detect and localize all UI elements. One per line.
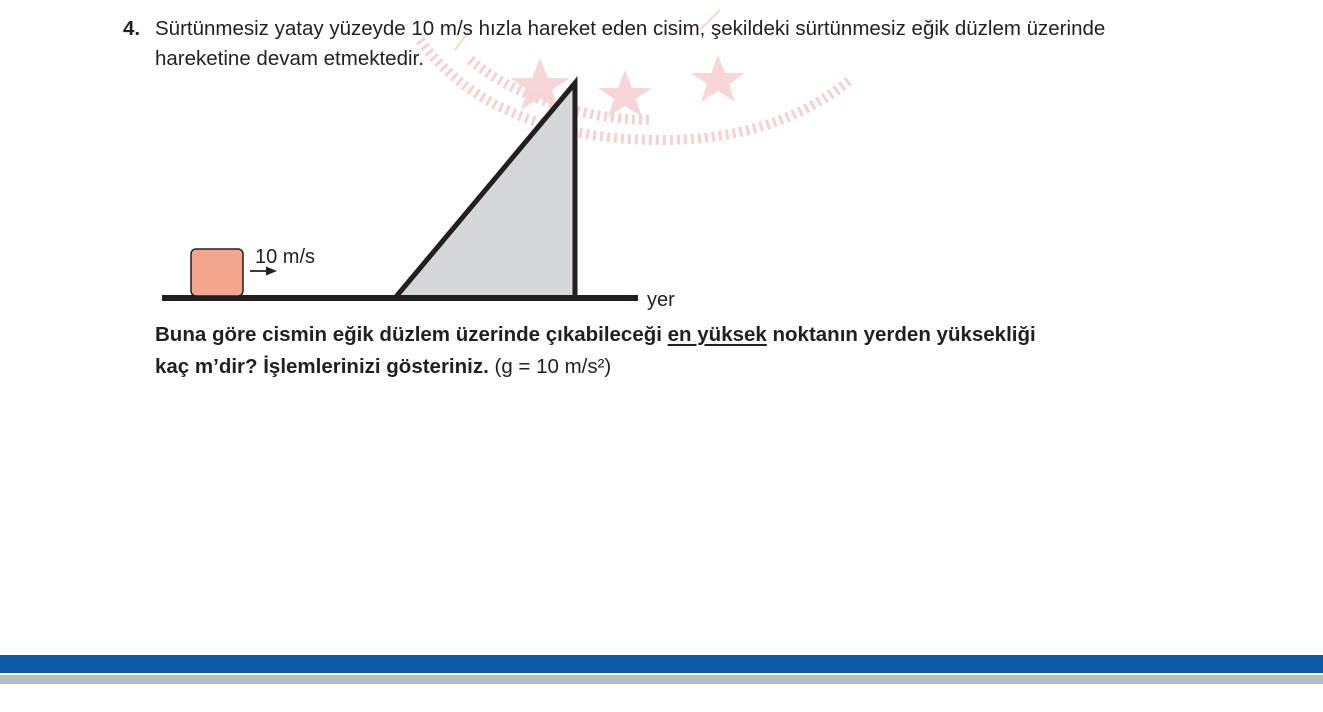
- footer-blue-bar: [0, 655, 1323, 673]
- ask-line1-part2: noktanın yerden yüksekliği: [766, 323, 1036, 346]
- ground-label: yer: [647, 289, 675, 311]
- moving-block: [191, 249, 243, 296]
- inclined-plane: [395, 83, 575, 298]
- velocity-label: 10 m/s: [255, 246, 316, 268]
- ask-line2-given: (g = 10 m/s²): [488, 355, 612, 378]
- ask-emphasis-underlined: en yüksek: [667, 323, 767, 346]
- ask-line2: [155, 354, 611, 380]
- incline-figure: [0, 0, 1323, 330]
- question-number: 4.: [123, 17, 141, 40]
- ask-line2-bold: kaç m’dir? İşlemlerinizi gösteriniz.: [155, 355, 489, 378]
- question-stem-line2: hareketine devam etmektedir.: [155, 47, 424, 70]
- question-stem-line1: Sürtünmesiz yatay yüzeyde 10 m/s hızla hareket eden cisim, şekildeki sürtünmesiz eğik düzlem üzerinde: [155, 17, 1106, 40]
- ask-line1: [155, 322, 1036, 348]
- footer-grey-stripe: [0, 675, 1323, 684]
- ask-line1-part1: Buna göre cismin eğik düzlem üzerinde çıkabileceği: [155, 323, 668, 346]
